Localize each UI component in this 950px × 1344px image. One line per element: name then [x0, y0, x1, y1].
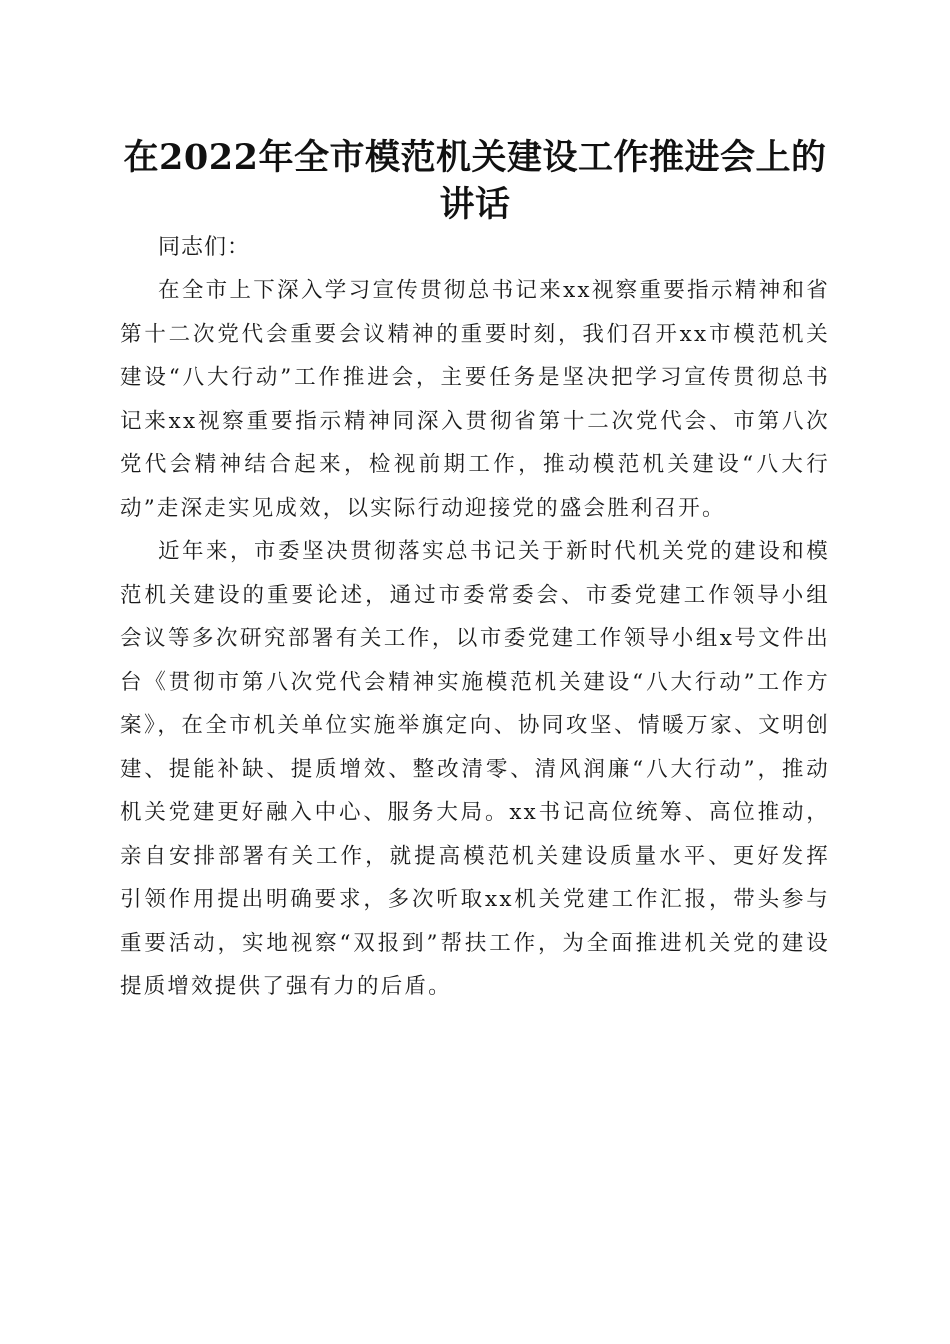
paragraph-2: 近年来，市委坚决贯彻落实总书记关于新时代机关党的建设和模范机关建设的重要论述，通过市委常委会、市委党建工作领导小组会议等多次研究部署有关工作，以市委党建工作领导小组x号文件出台《贯彻市第八次党代会精神实施模范机关建设“八大行动”工作方案》，在全市机关单位实施举旗定向、协同攻坚、情暖万家、文明创建、提能补缺、提质增效、整改清零、清风润廉“八大行动”，推动机关党建更好融入中心、服务大局。xx书记高位统筹、高位推动，亲自安排部署有关工作，就提高模范机关建设质量水平、更好发挥引领作用提出明确要求，多次听取xx机关党建工作汇报，带头参与重要活动，实地视察“双报到”帮扶工作，为全面推进机关党的建设提质增效提供了强有力的后盾。: [120, 539, 830, 999]
paragraph-1: 在全市上下深入学习宣传贯彻总书记来xx视察重要指示精神和省第十二次党代会重要会议精神的重要时刻，我们召开xx市模范机关建设“八大行动”工作推进会，主要任务是坚决把学习宣传贯彻总书记来xx视察重要指示精神同深入贯彻省第十二次党代会、市第八次党代会精神结合起来，检视前期工作，推动模范机关建设“八大行动”走深走实见成效，以实际行动迎接党的盛会胜利召开。: [120, 278, 830, 521]
document-title: 在2022年全市模范机关建设工作推进会上的讲话: [123, 137, 827, 225]
document-body: [120, 226, 830, 1009]
salutation: 同志们：: [158, 235, 251, 260]
